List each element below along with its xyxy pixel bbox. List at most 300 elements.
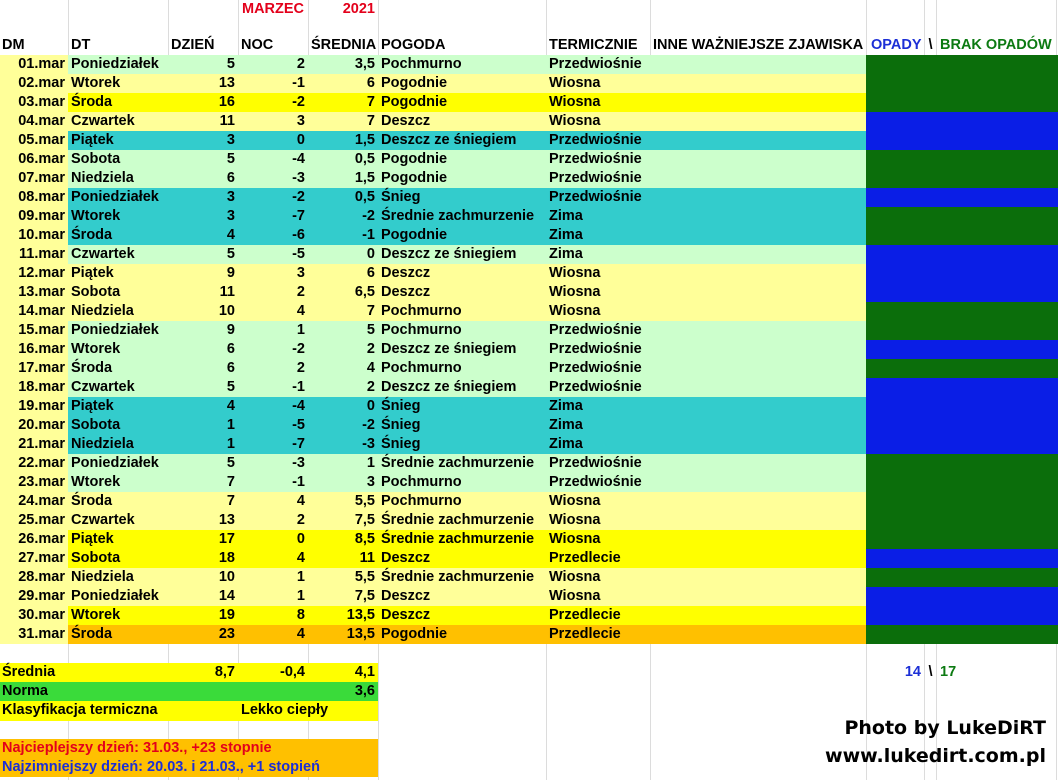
cell-dt: Wtorek	[71, 474, 121, 490]
precip-indicator	[866, 283, 1058, 302]
cell-dt: Czwartek	[71, 512, 135, 528]
year-title: 2021	[342, 1, 375, 17]
cell-pogoda: Pogodnie	[381, 170, 448, 186]
cell-termicznie: Przedlecie	[549, 626, 621, 642]
cell-termicznie: Wiosna	[549, 284, 601, 300]
cell-dm: 03.mar	[18, 94, 65, 110]
precip-indicator	[866, 74, 1058, 93]
cell-noc: 2	[296, 360, 305, 376]
precip-indicator	[866, 454, 1058, 473]
cell-termicznie: Przedwiośnie	[549, 132, 642, 148]
cell-noc: -6	[292, 227, 305, 243]
cell-dt: Środa	[71, 360, 113, 376]
header-inne: INNE WAŻNIEJSZE ZJAWISKA	[653, 37, 864, 53]
cell-noc: 4	[296, 493, 305, 509]
cell-dm: 18.mar	[18, 379, 65, 395]
cell-pogoda: Śnieg	[381, 417, 421, 433]
coldest-day: Najzimniejszy dzień: 20.03. i 21.03., +1 stopień	[2, 759, 320, 775]
cell-dzien: 17	[218, 531, 235, 547]
cell-dt: Środa	[71, 626, 113, 642]
precip-indicator	[866, 188, 1058, 207]
cell-srednia: 13,5	[346, 626, 375, 642]
cell-noc: -4	[292, 151, 305, 167]
norm-row	[0, 682, 1058, 701]
cell-noc: -5	[292, 417, 305, 433]
cell-noc: 8	[296, 607, 305, 623]
cell-srednia: 7,5	[354, 588, 375, 604]
cell-termicznie: Przedwiośnie	[549, 322, 642, 338]
cell-srednia: -2	[362, 417, 375, 433]
cell-dzien: 6	[226, 360, 235, 376]
cell-dzien: 9	[226, 265, 235, 281]
cell-dt: Poniedziałek	[71, 588, 159, 604]
precip-indicator	[866, 587, 1058, 606]
cell-pogoda: Pochmurno	[381, 322, 462, 338]
cell-srednia: 3,5	[354, 56, 375, 72]
cell-noc: -1	[292, 75, 305, 91]
cell-dzien: 18	[218, 550, 235, 566]
cell-dt: Wtorek	[71, 607, 121, 623]
cell-pogoda: Średnie zachmurzenie	[381, 569, 535, 585]
header-separator: \	[928, 37, 933, 53]
cell-dm: 06.mar	[18, 151, 65, 167]
cell-pogoda: Deszcz	[381, 550, 431, 566]
cell-dt: Piątek	[71, 531, 114, 547]
cell-srednia: 2	[366, 379, 375, 395]
cell-dzien: 5	[226, 56, 235, 72]
cell-pogoda: Średnie zachmurzenie	[381, 455, 535, 471]
cell-noc: 2	[296, 284, 305, 300]
cell-dm: 16.mar	[18, 341, 65, 357]
precip-indicator	[866, 93, 1058, 112]
cell-termicznie: Zima	[549, 417, 583, 433]
precip-indicator	[866, 112, 1058, 131]
cell-srednia: 0,5	[354, 189, 375, 205]
cell-srednia: 11	[359, 550, 375, 566]
cell-srednia: -1	[362, 227, 375, 243]
precip-indicator	[866, 530, 1058, 549]
cell-noc: -2	[292, 189, 305, 205]
cell-termicznie: Wiosna	[549, 493, 601, 509]
cell-noc: 2	[296, 512, 305, 528]
cell-termicznie: Wiosna	[549, 113, 601, 129]
table-row	[0, 587, 1058, 606]
cell-pogoda: Pochmurno	[381, 360, 462, 376]
table-row	[0, 416, 1058, 435]
cell-termicznie: Zima	[549, 208, 583, 224]
cell-dzien: 4	[226, 227, 235, 243]
cell-srednia: 6,5	[354, 284, 375, 300]
classification-value: Lekko ciepły	[241, 702, 329, 718]
cell-dm: 24.mar	[18, 493, 65, 509]
cell-dt: Sobota	[71, 151, 121, 167]
cell-dm: 07.mar	[18, 170, 65, 186]
cell-noc: 0	[296, 132, 305, 148]
cell-dzien: 5	[226, 379, 235, 395]
website-credit: www.lukedirt.com.pl	[825, 745, 1046, 767]
cell-dm: 19.mar	[18, 398, 65, 414]
precip-indicator	[866, 568, 1058, 587]
cell-dm: 05.mar	[18, 132, 65, 148]
cell-noc: -4	[292, 398, 305, 414]
cell-noc: 1	[296, 322, 305, 338]
cell-dm: 11.mar	[19, 246, 65, 262]
cell-termicznie: Przedwiośnie	[549, 170, 642, 186]
cell-dm: 26.mar	[18, 531, 65, 547]
cell-termicznie: Zima	[549, 227, 583, 243]
cell-dzien: 4	[226, 398, 235, 414]
table-row	[0, 264, 1058, 283]
cell-dt: Sobota	[71, 417, 121, 433]
header-brak: BRAK OPADÓW	[940, 37, 1052, 53]
precip-indicator	[866, 397, 1058, 416]
cell-noc: 3	[296, 113, 305, 129]
cell-dzien: 11	[219, 284, 235, 300]
table-row	[0, 340, 1058, 359]
cell-dzien: 9	[226, 322, 235, 338]
cell-dm: 01.mar	[18, 56, 65, 72]
cell-dt: Poniedziałek	[71, 322, 159, 338]
cell-srednia: 5	[366, 322, 375, 338]
cell-pogoda: Deszcz	[381, 588, 431, 604]
cell-dm: 13.mar	[18, 284, 65, 300]
precip-indicator	[866, 340, 1058, 359]
dry-days-count: 17	[940, 664, 957, 680]
cell-srednia: 8,5	[354, 531, 375, 547]
cell-dzien: 10	[218, 303, 235, 319]
cell-pogoda: Śnieg	[381, 189, 421, 205]
cell-pogoda: Pochmurno	[381, 56, 462, 72]
cell-dt: Piątek	[71, 132, 114, 148]
precip-indicator	[866, 473, 1058, 492]
cell-dm: 08.mar	[18, 189, 65, 205]
cell-dt: Czwartek	[71, 246, 135, 262]
cell-dt: Sobota	[71, 284, 121, 300]
cell-noc: -2	[292, 341, 305, 357]
cell-dt: Sobota	[71, 550, 121, 566]
average-noc: -0,4	[280, 664, 305, 680]
cell-dzien: 13	[218, 75, 235, 91]
cell-noc: 2	[296, 56, 305, 72]
cell-dt: Poniedziałek	[71, 56, 159, 72]
table-row	[0, 226, 1058, 245]
table-row	[0, 188, 1058, 207]
cell-dt: Niedziela	[71, 569, 134, 585]
cell-noc: 4	[296, 303, 305, 319]
table-row	[0, 625, 1058, 644]
cell-srednia: -2	[362, 208, 375, 224]
cell-pogoda: Średnie zachmurzenie	[381, 208, 535, 224]
cell-dt: Środa	[71, 227, 113, 243]
table-row	[0, 454, 1058, 473]
precip-indicator	[866, 55, 1058, 74]
cell-pogoda: Deszcz	[381, 265, 431, 281]
header-pogoda: POGODA	[381, 37, 446, 53]
precip-indicator	[866, 245, 1058, 264]
header-termicznie: TERMICZNIE	[549, 37, 638, 53]
cell-pogoda: Pochmurno	[381, 474, 462, 490]
cell-dt: Poniedziałek	[71, 189, 159, 205]
table-row	[0, 321, 1058, 340]
cell-dm: 23.mar	[18, 474, 65, 490]
count-separator: \	[928, 664, 933, 680]
cell-dt: Poniedziałek	[71, 455, 159, 471]
cell-srednia: 7	[366, 113, 375, 129]
cell-pogoda: Średnie zachmurzenie	[381, 512, 535, 528]
header-opady: OPADY	[871, 37, 922, 53]
cell-noc: -1	[292, 379, 305, 395]
photo-credit: Photo by LukeDiRT	[844, 717, 1046, 739]
cell-srednia: 0	[366, 246, 375, 262]
precip-indicator	[866, 131, 1058, 150]
cell-dm: 17.mar	[18, 360, 65, 376]
table-row	[0, 169, 1058, 188]
table-row	[0, 435, 1058, 454]
header-dzien: DZIEŃ	[171, 37, 215, 53]
cell-noc: 1	[296, 588, 305, 604]
cell-dm: 14.mar	[18, 303, 65, 319]
cell-dt: Wtorek	[71, 341, 121, 357]
cell-srednia: 1,5	[354, 170, 375, 186]
table-row	[0, 93, 1058, 112]
table-row	[0, 378, 1058, 397]
precip-indicator	[866, 150, 1058, 169]
cell-srednia: 5,5	[354, 493, 375, 509]
cell-dt: Niedziela	[71, 170, 134, 186]
cell-srednia: 0	[366, 398, 375, 414]
cell-pogoda: Pogodnie	[381, 151, 448, 167]
cell-dzien: 5	[226, 246, 235, 262]
table-row	[0, 207, 1058, 226]
cell-dm: 29.mar	[18, 588, 65, 604]
cell-termicznie: Zima	[549, 398, 583, 414]
precip-indicator	[866, 226, 1058, 245]
table-row	[0, 473, 1058, 492]
cell-dm: 10.mar	[18, 227, 65, 243]
cell-noc: 4	[296, 550, 305, 566]
cell-pogoda: Pogodnie	[381, 626, 448, 642]
warmest-day: Najcieplejszy dzień: 31.03., +23 stopnie	[2, 740, 272, 756]
cell-noc: 3	[296, 265, 305, 281]
cell-pogoda: Deszcz ze śniegiem	[381, 246, 517, 262]
header-noc: NOC	[241, 37, 274, 53]
cell-termicznie: Zima	[549, 436, 583, 452]
precip-indicator	[866, 264, 1058, 283]
classification-label: Klasyfikacja termiczna	[2, 702, 158, 718]
table-row	[0, 549, 1058, 568]
cell-dt: Środa	[71, 94, 113, 110]
cell-dzien: 11	[219, 113, 235, 129]
table-row	[0, 245, 1058, 264]
header-srednia: ŚREDNIA	[311, 37, 377, 53]
rainy-days-count: 14	[904, 664, 921, 680]
table-row	[0, 359, 1058, 378]
cell-termicznie: Zima	[549, 246, 583, 262]
precip-indicator	[866, 359, 1058, 378]
table-row	[0, 74, 1058, 93]
cell-termicznie: Wiosna	[549, 512, 601, 528]
cell-srednia: 2	[366, 341, 375, 357]
cell-pogoda: Deszcz	[381, 284, 431, 300]
cell-dzien: 3	[226, 189, 235, 205]
cell-pogoda: Deszcz ze śniegiem	[381, 132, 517, 148]
average-dzien: 8,7	[214, 664, 235, 680]
cell-noc: 4	[296, 626, 305, 642]
average-label: Średnia	[2, 664, 56, 680]
table-row	[0, 55, 1058, 74]
cell-dm: 09.mar	[18, 208, 65, 224]
cell-termicznie: Wiosna	[549, 303, 601, 319]
cell-termicznie: Wiosna	[549, 94, 601, 110]
cell-dzien: 1	[226, 417, 235, 433]
precip-indicator	[866, 207, 1058, 226]
cell-dzien: 3	[226, 208, 235, 224]
cell-termicznie: Przedwiośnie	[549, 56, 642, 72]
cell-noc: -3	[292, 455, 305, 471]
cell-dt: Środa	[71, 493, 113, 509]
cell-dzien: 13	[218, 512, 235, 528]
month-title: MARZEC	[242, 1, 305, 17]
cell-srednia: 6	[366, 265, 375, 281]
cell-srednia: 7	[366, 303, 375, 319]
cell-noc: -5	[292, 246, 305, 262]
cell-dm: 20.mar	[18, 417, 65, 433]
cell-dt: Czwartek	[71, 379, 135, 395]
cell-dzien: 16	[218, 94, 235, 110]
cell-pogoda: Pogodnie	[381, 227, 448, 243]
cell-dzien: 7	[226, 493, 235, 509]
cell-dm: 04.mar	[18, 113, 65, 129]
cell-dzien: 10	[218, 569, 235, 585]
cell-dzien: 19	[218, 607, 235, 623]
cell-termicznie: Przedwiośnie	[549, 341, 642, 357]
cell-noc: -2	[292, 94, 305, 110]
cell-termicznie: Przedwiośnie	[549, 474, 642, 490]
cell-dzien: 5	[226, 151, 235, 167]
table-row	[0, 397, 1058, 416]
cell-srednia: 3	[366, 474, 375, 490]
table-row	[0, 492, 1058, 511]
cell-termicznie: Przedwiośnie	[549, 189, 642, 205]
precip-indicator	[866, 492, 1058, 511]
header-dt: DT	[71, 37, 91, 53]
cell-pogoda: Pochmurno	[381, 493, 462, 509]
cell-pogoda: Deszcz	[381, 607, 431, 623]
cell-termicznie: Wiosna	[549, 569, 601, 585]
cell-noc: -7	[292, 208, 305, 224]
cell-noc: -1	[292, 474, 305, 490]
cell-termicznie: Przedlecie	[549, 607, 621, 623]
table-row	[0, 530, 1058, 549]
cell-termicznie: Przedlecie	[549, 550, 621, 566]
precip-indicator	[866, 435, 1058, 454]
cell-dm: 15.mar	[18, 322, 65, 338]
cell-dt: Wtorek	[71, 208, 121, 224]
cell-noc: 0	[296, 531, 305, 547]
cell-termicznie: Przedwiośnie	[549, 379, 642, 395]
cell-dzien: 1	[226, 436, 235, 452]
cell-srednia: 5,5	[354, 569, 375, 585]
average-srednia: 4,1	[354, 664, 375, 680]
records-box	[0, 739, 378, 777]
precip-indicator	[866, 321, 1058, 340]
cell-termicznie: Przedwiośnie	[549, 360, 642, 376]
precip-indicator	[866, 625, 1058, 644]
cell-noc: -7	[292, 436, 305, 452]
cell-termicznie: Wiosna	[549, 588, 601, 604]
cell-pogoda: Średnie zachmurzenie	[381, 531, 535, 547]
cell-pogoda: Pochmurno	[381, 303, 462, 319]
cell-dt: Piątek	[71, 265, 114, 281]
cell-srednia: 1,5	[354, 132, 375, 148]
cell-termicznie: Wiosna	[549, 265, 601, 281]
cell-termicznie: Przedwiośnie	[549, 455, 642, 471]
table-row	[0, 283, 1058, 302]
cell-dm: 21.mar	[18, 436, 65, 452]
cell-dt: Niedziela	[71, 436, 134, 452]
cell-dm: 31.mar	[18, 626, 65, 642]
cell-dt: Niedziela	[71, 303, 134, 319]
cell-pogoda: Deszcz ze śniegiem	[381, 341, 517, 357]
cell-dzien: 14	[218, 588, 235, 604]
table-row	[0, 568, 1058, 587]
precip-indicator	[866, 169, 1058, 188]
cell-dzien: 3	[226, 132, 235, 148]
table-row	[0, 606, 1058, 625]
table-row	[0, 150, 1058, 169]
cell-dm: 25.mar	[18, 512, 65, 528]
cell-srednia: 1	[366, 455, 375, 471]
cell-srednia: 0,5	[354, 151, 375, 167]
cell-srednia: -3	[362, 436, 375, 452]
cell-srednia: 7,5	[354, 512, 375, 528]
table-row	[0, 511, 1058, 530]
cell-srednia: 4	[366, 360, 375, 376]
cell-dm: 12.mar	[18, 265, 65, 281]
cell-dm: 28.mar	[18, 569, 65, 585]
cell-dzien: 6	[226, 341, 235, 357]
cell-dzien: 7	[226, 474, 235, 490]
cell-dzien: 5	[226, 455, 235, 471]
table-row	[0, 112, 1058, 131]
table-row	[0, 302, 1058, 321]
cell-pogoda: Pogodnie	[381, 75, 448, 91]
precip-indicator	[866, 549, 1058, 568]
precip-indicator	[866, 378, 1058, 397]
precip-indicator	[866, 302, 1058, 321]
cell-pogoda: Pogodnie	[381, 94, 448, 110]
cell-dm: 02.mar	[18, 75, 65, 91]
cell-dzien: 23	[218, 626, 235, 642]
cell-pogoda: Śnieg	[381, 398, 421, 414]
cell-srednia: 13,5	[346, 607, 375, 623]
cell-termicznie: Wiosna	[549, 75, 601, 91]
cell-termicznie: Przedwiośnie	[549, 151, 642, 167]
cell-noc: -3	[292, 170, 305, 186]
average-row	[0, 663, 1058, 682]
norm-label: Norma	[2, 683, 48, 699]
cell-pogoda: Deszcz ze śniegiem	[381, 379, 517, 395]
precip-indicator	[866, 511, 1058, 530]
cell-dm: 30.mar	[18, 607, 65, 623]
precip-indicator	[866, 416, 1058, 435]
table-row	[0, 131, 1058, 150]
cell-dm: 27.mar	[18, 550, 65, 566]
cell-dt: Wtorek	[71, 75, 121, 91]
header-dm: DM	[2, 37, 25, 53]
cell-pogoda: Deszcz	[381, 113, 431, 129]
cell-dt: Czwartek	[71, 113, 135, 129]
